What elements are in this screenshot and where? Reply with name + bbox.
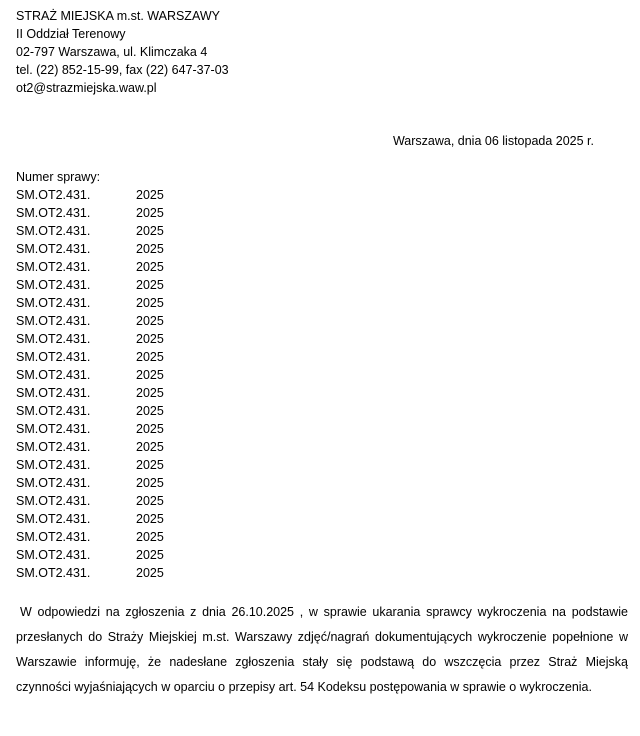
case-number-row — [16, 402, 176, 420]
case-number-row — [16, 564, 176, 582]
case-number-prefix: SM.OT2.431. — [16, 260, 91, 274]
case-number-prefix: SM.OT2.431. — [16, 296, 91, 310]
case-number-row — [16, 258, 176, 276]
case-number-prefix: SM.OT2.431. — [16, 548, 91, 562]
sender-email: ot2@strazmiejska.waw.pl — [16, 81, 157, 95]
case-number-prefix: SM.OT2.431. — [16, 422, 91, 436]
case-number-prefix: SM.OT2.431. — [16, 206, 91, 220]
case-number-prefix: SM.OT2.431. — [16, 386, 91, 400]
case-number-prefix: SM.OT2.431. — [16, 188, 91, 202]
case-number-year: 2025 — [136, 242, 164, 256]
sender-organization: STRAŻ MIEJSKA m.st. WARSZAWY — [16, 9, 220, 23]
case-numbers-block — [16, 168, 176, 582]
case-number-year: 2025 — [136, 404, 164, 418]
case-number-prefix: SM.OT2.431. — [16, 476, 91, 490]
case-number-row — [16, 240, 176, 258]
sender-phone-fax: tel. (22) 852-15-99, fax (22) 647-37-03 — [16, 63, 229, 77]
case-number-row — [16, 438, 176, 456]
case-number-prefix: SM.OT2.431. — [16, 332, 91, 346]
case-number-row — [16, 276, 176, 294]
case-number-year: 2025 — [136, 476, 164, 490]
case-number-row — [16, 510, 176, 528]
case-number-prefix: SM.OT2.431. — [16, 368, 91, 382]
case-number-prefix: SM.OT2.431. — [16, 494, 91, 508]
case-number-year: 2025 — [136, 350, 164, 364]
case-number-row — [16, 528, 176, 546]
case-number-prefix: SM.OT2.431. — [16, 278, 91, 292]
case-number-prefix: SM.OT2.431. — [16, 350, 91, 364]
sender-address-block — [16, 7, 229, 97]
case-number-year: 2025 — [136, 512, 164, 526]
case-number-prefix: SM.OT2.431. — [16, 458, 91, 472]
case-number-prefix: SM.OT2.431. — [16, 566, 91, 580]
case-number-prefix: SM.OT2.431. — [16, 314, 91, 328]
case-number-row — [16, 420, 176, 438]
case-number-row — [16, 222, 176, 240]
case-number-year: 2025 — [136, 494, 164, 508]
case-number-year: 2025 — [136, 566, 164, 580]
case-numbers-label: Numer sprawy: — [16, 170, 101, 184]
case-number-prefix: SM.OT2.431. — [16, 404, 91, 418]
case-number-year: 2025 — [136, 422, 164, 436]
case-number-row — [16, 348, 176, 366]
case-number-year: 2025 — [136, 278, 164, 292]
case-number-prefix: SM.OT2.431. — [16, 512, 91, 526]
case-number-year: 2025 — [136, 260, 164, 274]
case-number-year: 2025 — [136, 188, 164, 202]
case-number-row — [16, 204, 176, 222]
case-number-year: 2025 — [136, 368, 164, 382]
case-number-year: 2025 — [136, 314, 164, 328]
case-number-year: 2025 — [136, 440, 164, 454]
case-number-year: 2025 — [136, 386, 164, 400]
case-number-row — [16, 330, 176, 348]
case-number-row — [16, 546, 176, 564]
case-number-year: 2025 — [136, 224, 164, 238]
case-number-row — [16, 294, 176, 312]
case-number-row — [16, 474, 176, 492]
case-number-row — [16, 186, 176, 204]
case-number-year: 2025 — [136, 206, 164, 220]
case-number-prefix: SM.OT2.431. — [16, 440, 91, 454]
sender-street-address: 02-797 Warszawa, ul. Klimczaka 4 — [16, 45, 208, 59]
body-paragraph: W odpowiedzi na zgłoszenia z dnia 26.10.2025 , w sprawie ukarania sprawcy wykroczenia na podstawie przesłanych do Straży Miejskiej m.st. Warszawy zdjęć/nagrań dokumentujących wykroczenie popełnione w Warszawie informuję, że nadesłane zgłoszenia stały się podstawą do wszczęcia przez Straż Miejską czynności wyjaśniających w oparciu o przepisy art. 54 Kodeksu postępowania w sprawie o wykroczenia. — [16, 605, 628, 694]
case-number-year: 2025 — [136, 458, 164, 472]
case-number-row — [16, 384, 176, 402]
case-number-year: 2025 — [136, 548, 164, 562]
sender-department: II Oddział Terenowy — [16, 27, 126, 41]
case-number-year: 2025 — [136, 332, 164, 346]
case-number-prefix: SM.OT2.431. — [16, 224, 91, 238]
case-number-row — [16, 366, 176, 384]
case-numbers-list — [16, 186, 176, 582]
case-number-row — [16, 492, 176, 510]
case-number-row — [16, 312, 176, 330]
case-number-prefix: SM.OT2.431. — [16, 530, 91, 544]
letter-date: Warszawa, dnia 06 listopada 2025 r. — [392, 134, 594, 148]
case-number-year: 2025 — [136, 296, 164, 310]
case-number-row — [16, 456, 176, 474]
case-number-prefix: SM.OT2.431. — [16, 242, 91, 256]
case-number-year: 2025 — [136, 530, 164, 544]
